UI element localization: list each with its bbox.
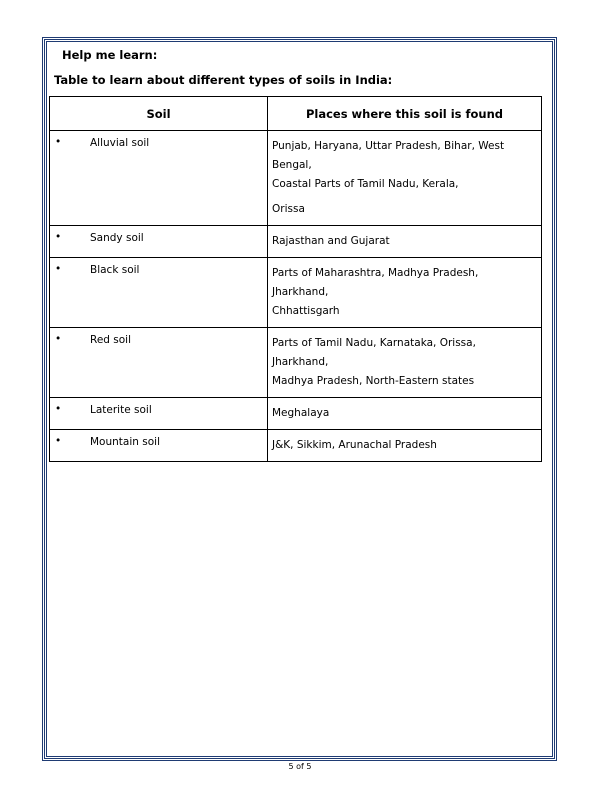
soil-cell: [50, 328, 268, 398]
places-cell: [268, 226, 542, 258]
soil-name: Alluvial soil: [90, 137, 150, 149]
places-text: J&K, Sikkim, Arunachal Pradesh: [272, 439, 437, 451]
bullet-icon: •: [55, 403, 62, 415]
table-row: [50, 226, 542, 258]
places-cell: [268, 131, 542, 226]
table-header-row: [50, 97, 542, 131]
table-row: [50, 328, 542, 398]
page-number: 5 of 5: [288, 762, 312, 771]
places-cell: [268, 328, 542, 398]
soil-name: Mountain soil: [90, 436, 160, 448]
places-cell: [268, 430, 542, 462]
bullet-icon: •: [55, 333, 62, 345]
soil-name: Sandy soil: [90, 232, 144, 244]
bullet-icon: •: [55, 435, 62, 447]
bullet-icon: •: [55, 136, 62, 148]
soil-cell: [50, 226, 268, 258]
places-text: Coastal Parts of Tamil Nadu, Kerala,: [272, 178, 459, 190]
table-row: [50, 131, 542, 226]
places-text: Chhattisgarh: [272, 305, 340, 317]
places-text: Rajasthan and Gujarat: [272, 235, 390, 247]
soil-name: Laterite soil: [90, 404, 152, 416]
places-text: Orissa: [272, 203, 305, 215]
places-text: Parts of Maharashtra, Madhya Pradesh, Jharkhand,: [272, 267, 479, 298]
bullet-icon: •: [55, 231, 62, 243]
soil-name: Red soil: [90, 334, 132, 346]
table-title: Table to learn about different types of soils in India:: [54, 73, 393, 87]
places-text: Punjab, Haryana, Uttar Pradesh, Bihar, West Bengal,: [272, 140, 505, 171]
places-text: Parts of Tamil Nadu, Karnataka, Orissa, Jharkhand,: [272, 337, 476, 368]
bullet-icon: •: [55, 263, 62, 275]
column-header-places: Places where this soil is found: [268, 97, 542, 131]
table-row: [50, 258, 542, 328]
column-header-soil: Soil: [50, 97, 268, 131]
soil-name: Black soil: [90, 264, 140, 276]
places-cell: [268, 258, 542, 328]
soil-table: [49, 96, 542, 462]
help-heading: Help me learn:: [62, 48, 158, 62]
table-row: [50, 398, 542, 430]
soil-cell: [50, 398, 268, 430]
places-text: Meghalaya: [272, 407, 330, 419]
soil-cell: [50, 131, 268, 226]
table-row: [50, 430, 542, 462]
places-cell: [268, 398, 542, 430]
soil-cell: [50, 430, 268, 462]
places-text: Madhya Pradesh, North-Eastern states: [272, 375, 475, 387]
soil-cell: [50, 258, 268, 328]
